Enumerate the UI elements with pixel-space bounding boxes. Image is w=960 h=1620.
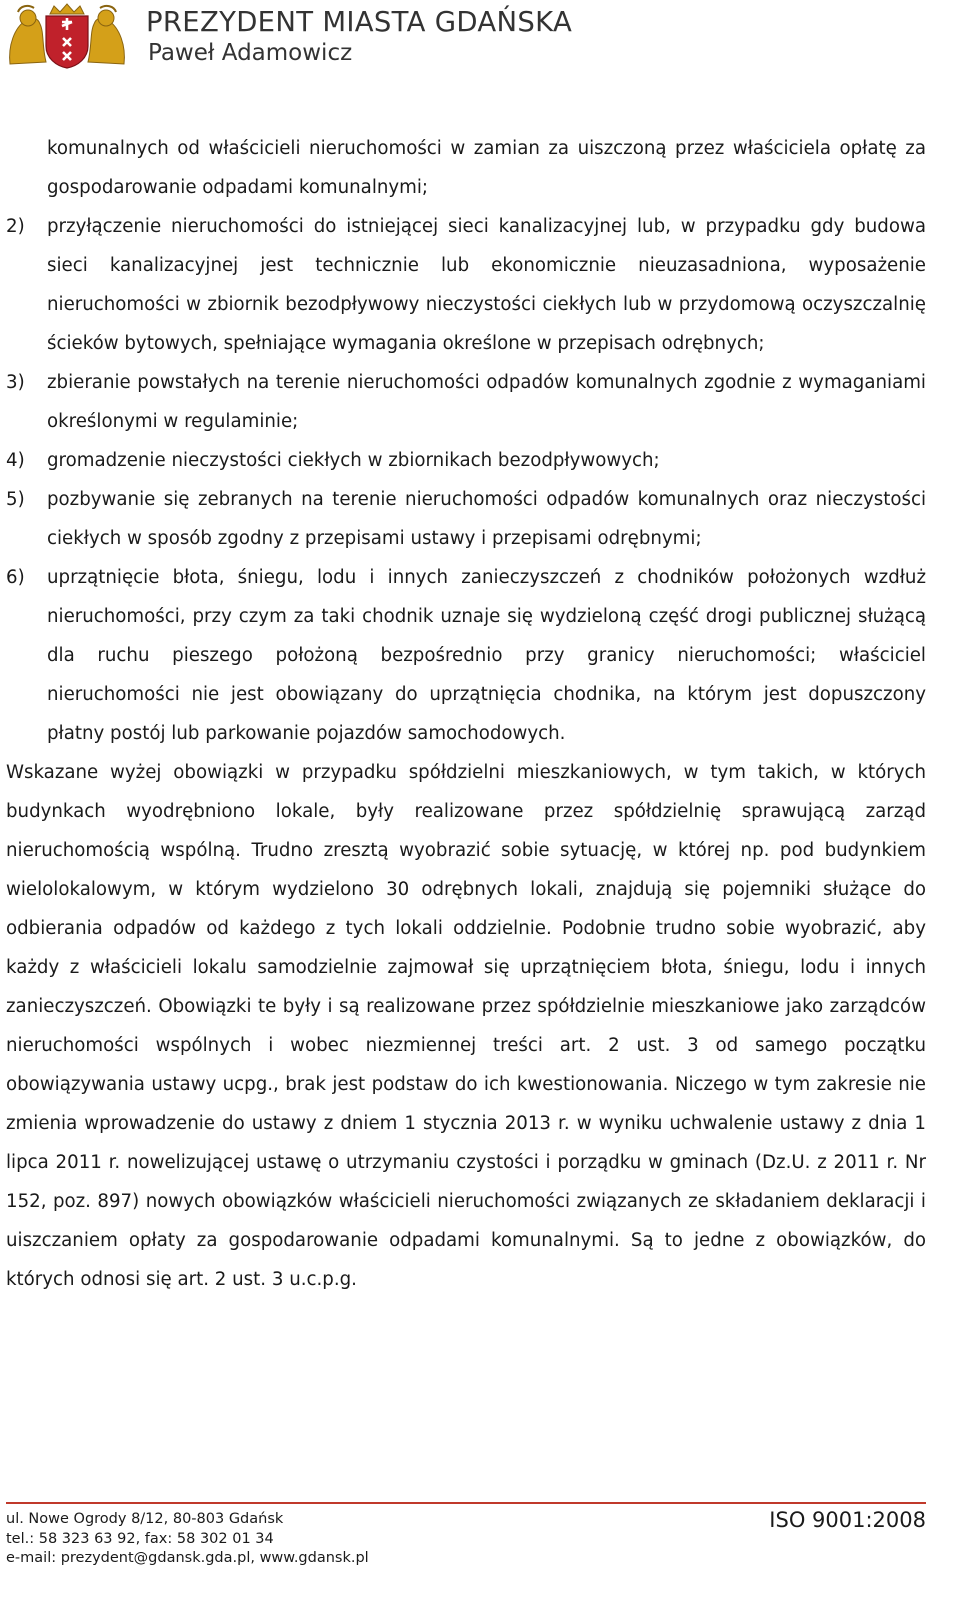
list-item-text: gromadzenie nieczystości ciekłych w zbiornikach bezodpływowych; — [47, 450, 660, 471]
iso-certification: ISO 9001:2008 — [769, 1508, 926, 1532]
footer-divider — [6, 1502, 926, 1504]
list-item-text: pozbywanie się zebranych na terenie nieruchomości odpadów komunalnych oraz nieczystości ciekłych w sposób zgodny z przepisami ustawy i przepisami odrębnymi; — [47, 489, 926, 549]
list-item-number: 6) — [6, 567, 25, 588]
list-item — [6, 480, 926, 558]
list-item-number: 5) — [6, 489, 25, 510]
office-title: PREZYDENT MIASTA GDAŃSKA — [146, 6, 573, 38]
list-item — [6, 363, 926, 441]
list-item-continuation: komunalnych od właścicieli nieruchomości w zamian za uiszczoną przez właściciela opłatę za gospodarowanie odpadami komunalnymi; — [47, 138, 926, 198]
letterhead — [0, 0, 960, 80]
gdansk-coat-of-arms-logo — [4, 2, 130, 70]
list-item-number: 3) — [6, 372, 25, 393]
list-item — [6, 441, 926, 480]
list-item-number: 4) — [6, 450, 25, 471]
list-item-number: 2) — [6, 216, 25, 237]
list-item-text: przyłączenie nieruchomości do istniejącej sieci kanalizacyjnej lub, w przypadku gdy budowa sieci kanalizacyjnej jest technicznie lub ekonomicznie nieuzasadniona, wyposażenie nieruchomości w zbiornik bezodpływowy nieczystości ciekłych lub w przydomową oczyszczalnię ścieków bytowych, spełniające wymagania określone w przepisach odrębnych; — [47, 216, 926, 354]
list-item-text: uprzątnięcie błota, śniegu, lodu i innych zanieczyszczeń z chodników położonych wzdłuż nieruchomości, przy czym za taki chodnik uznaje się wydzieloną część drogi publicznej służącą dla ruchu pieszego położoną bezpośrednio przy granicy nieruchomości; właściciel nieruchomości nie jest obowiązany do uprzątnięcia chodnika, na którym jest dopuszczony płatny postój lub parkowanie pojazdów samochodowych. — [47, 567, 926, 744]
footer-address: ul. Nowe Ogrody 8/12, 80-803 Gdańsk — [6, 1511, 284, 1527]
list-item — [6, 207, 926, 363]
footer-contact-block — [6, 1510, 369, 1569]
list-item — [6, 558, 926, 753]
footer-email-web: e-mail: prezydent@gdansk.gda.pl, www.gdansk.pl — [6, 1550, 369, 1566]
document-body — [6, 129, 926, 1299]
body-paragraph: Wskazane wyżej obowiązki w przypadku spółdzielni mieszkaniowych, w tym takich, w których budynkach wyodrębniono lokale, były realizowane przez spółdzielnię sprawującą zarząd nieruchomością wspólną. Trudno zresztą wyobrazić sobie sytuację, w której np. pod budynkiem wielolokalowym, w którym wydzielono 30 odrębnych lokali, znajdują się pojemniki służące do odbierania odpadów od każdego z tych lokali oddzielnie. Podobnie trudno sobie wyobrazić, aby każdy z właścicieli lokalu samodzielnie zajmował się uprzątnięciem błota, śniegu, lodu i innych zanieczyszczeń. Obowiązki te były i są realizowane przez spółdzielnie mieszkaniowe jako zarządców nieruchomości wspólnych i wobec niezmiennej treści art. 2 ust. 3 od samego początku obowiązywania ustawy ucpg., brak jest podstaw do ich kwestionowania. Niczego w tym zakresie nie zmienia wprowadzenie do ustawy z dniem 1 stycznia 2013 r. w wyniku uchwalenie ustawy z dnia 1 lipca 2011 r. nowelizującej ustawę o utrzymaniu czystości i porządku w gminach (Dz.U. z 2011 r. Nr 152, poz. 897) nowych obowiązków właścicieli nieruchomości związanych ze składaniem deklaracji i uiszczaniem opłaty za gospodarowanie odpadami komunalnymi. Są to jedne z obowiązków, do których odnosi się art. 2 ust. 3 u.c.p.g. — [6, 762, 926, 1290]
footer-phone: tel.: 58 323 63 92, fax: 58 302 01 34 — [6, 1530, 274, 1547]
president-name: Paweł Adamowicz — [148, 40, 353, 66]
list-item-text: zbieranie powstałych na terenie nieruchomości odpadów komunalnych zgodnie z wymaganiami określonymi w regulaminie; — [47, 372, 926, 432]
